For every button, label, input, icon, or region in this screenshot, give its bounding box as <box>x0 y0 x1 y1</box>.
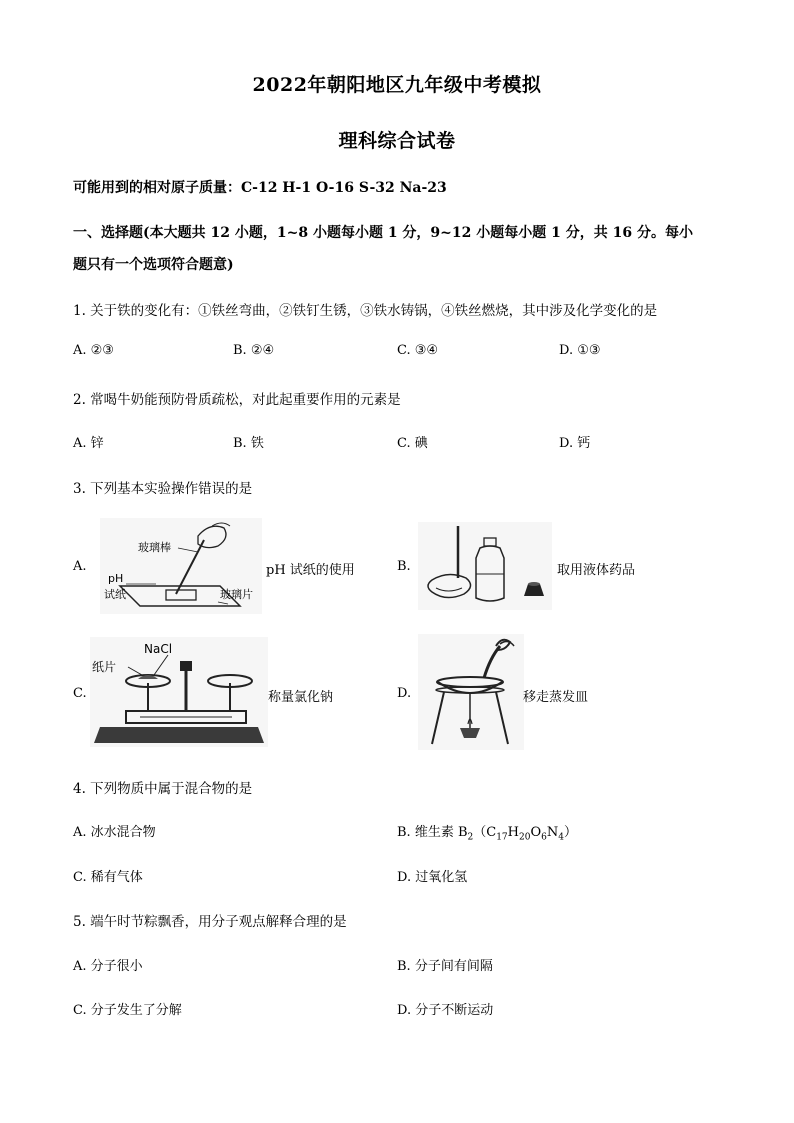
question-3-stem: 3. 下列基本实验操作错误的是 <box>73 481 253 497</box>
question-2-option-a[interactable]: A. 锌 <box>73 436 104 451</box>
question-1-option-d[interactable]: D. ①③ <box>559 343 601 358</box>
evaporating-dish-figure <box>418 634 524 750</box>
exam-title: 2022年朝阳地区九年级中考模拟 <box>252 74 542 96</box>
question-4-option-d[interactable]: D. 过氧化氢 <box>397 870 468 885</box>
liquid-reagent-figure <box>418 522 552 610</box>
question-5-option-b[interactable]: B. 分子间有间隔 <box>397 959 493 974</box>
question-3-option-d[interactable]: D. <box>397 686 412 701</box>
question-3-option-b-caption: 取用液体药品 <box>557 563 636 578</box>
ph-figure-label-glass: 玻璃片 <box>220 588 253 601</box>
question-3-option-b[interactable]: B. <box>397 559 411 574</box>
ph-figure-label-paper: 试纸 <box>104 588 126 601</box>
question-5-option-c[interactable]: C. 分子发生了分解 <box>73 1003 182 1018</box>
ph-paper-figure <box>100 518 262 614</box>
question-3-option-c[interactable]: C. <box>73 686 87 701</box>
question-3-option-a-caption: pH 试纸的使用 <box>266 563 355 578</box>
question-1-option-b[interactable]: B. ②④ <box>233 343 275 358</box>
question-4-option-c[interactable]: C. 稀有气体 <box>73 870 143 885</box>
question-2-stem: 2. 常喝牛奶能预防骨质疏松，对此起重要作用的元素是 <box>73 392 401 408</box>
question-3-option-c-caption: 称量氯化钠 <box>268 690 334 705</box>
question-3-option-d-caption: 移走蒸发皿 <box>523 690 589 705</box>
question-4-option-a[interactable]: A. 冰水混合物 <box>73 825 156 840</box>
section-heading-line2: 题只有一个选项符合题意) <box>73 257 234 273</box>
question-1-option-c[interactable]: C. ③④ <box>397 343 439 358</box>
balance-figure-label-paper: 纸片 <box>92 660 117 674</box>
question-3-option-a[interactable]: A. <box>73 559 87 574</box>
question-5-option-a[interactable]: A. 分子很小 <box>73 959 143 974</box>
question-2-option-c[interactable]: C. 碘 <box>397 436 428 451</box>
ph-figure-label-rod: 玻璃棒 <box>138 541 171 554</box>
question-5-option-d[interactable]: D. 分子不断运动 <box>397 1003 494 1018</box>
question-2-option-d[interactable]: D. 钙 <box>559 436 591 451</box>
question-4-stem: 4. 下列物质中属于混合物的是 <box>73 781 253 797</box>
ph-figure-label-ph: pH <box>108 572 124 585</box>
section-heading-line1: 一、选择题(本大题共 12 小题，1~8 小题每小题 1 分，9~12 小题每小题 1 分，共 16 分。每小 <box>73 225 693 241</box>
question-4-option-b-label: B. 维生素 B <box>397 825 468 840</box>
balance-figure <box>90 637 268 747</box>
balance-figure-label-nacl: NaCl <box>144 642 173 656</box>
question-1-option-a[interactable]: A. ②③ <box>73 343 114 358</box>
question-5-stem: 5. 端午时节粽飘香，用分子观点解释合理的是 <box>73 914 347 930</box>
exam-subtitle: 理科综合试卷 <box>338 130 456 152</box>
atomic-masses: 可能用到的相对原子质量：C-12 H-1 O-16 S-32 Na-23 <box>73 180 447 196</box>
question-1-stem: 1. 关于铁的变化有：①铁丝弯曲，②铁钉生锈，③铁水铸锅，④铁丝燃烧，其中涉及化学变化的是 <box>73 303 658 319</box>
question-4-option-b[interactable]: B. 维生素 $B_2(C_{17}H_{20}O_6N_4)$ <box>397 825 577 843</box>
question-2-option-b[interactable]: B. 铁 <box>233 436 264 451</box>
